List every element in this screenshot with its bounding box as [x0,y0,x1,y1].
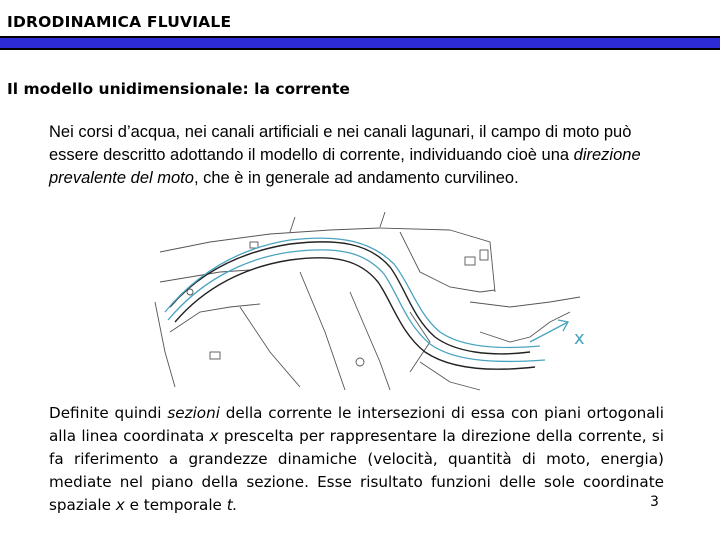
direction-arrow-line [530,322,568,342]
closing-part-4: e temporale [124,496,227,514]
slide-subtitle: Il modello unidimensionale: la corrente [7,80,350,98]
river-map-figure [150,212,600,392]
map-road-line [380,212,385,227]
map-building [250,242,258,248]
map-road-line [470,297,580,307]
page-number: 3 [650,494,659,510]
map-road-line [240,307,300,387]
map-building [210,352,220,359]
map-road-line [420,362,480,390]
map-road-line [170,304,260,332]
map-marker [356,358,364,366]
closing-part-2: della corrente le intersezioni di essa con piani ortogonali alla linea coordinata [49,404,664,445]
map-road-line [160,228,450,252]
intro-text-2: , che è in generale ad andamento curvilineo. [193,169,519,187]
closing-part-3: prescelta per rappresentare la direzione della corrente, si fa riferimento a grandezze dinamiche (velocità, quantità di moto, energia) mediate nel piano della sezione. Esse risultato funzioni delle sole coordinate spaziale [49,427,664,514]
map-building [465,257,475,265]
map-road-line [480,312,570,342]
intro-text-1: Nei corsi d’acqua, nei canali artificiali e nei canali lagunari, il campo di moto può essere descritto adottando il modello di corrente, individuando cioè una [49,123,632,164]
axis-label-x: x [574,328,585,349]
river-centerline [168,250,545,362]
river-bank-left [170,242,530,354]
closing-emph-2: x [209,427,219,445]
river-map-drawing [150,212,600,392]
map-road-line [350,292,390,390]
closing-emph-1: sezioni [167,404,220,422]
closing-paragraph [49,402,664,517]
map-marker [187,289,193,295]
direction-arrow-head [558,320,568,331]
map-building [480,250,488,260]
header-divider [0,36,720,50]
closing-part-1: Definite quindi [49,404,168,422]
map-road-line [450,230,495,292]
map-road-line [290,217,295,232]
map-road-line [300,272,345,390]
river-outer-line [165,238,540,347]
map-road-line [400,232,495,292]
closing-emph-4: t. [226,496,238,514]
intro-emphasis: direzione prevalente del moto [49,146,641,187]
slide-header-title: IDRODINAMICA FLUVIALE [7,13,232,31]
closing-emph-3: x [115,496,125,514]
intro-paragraph [49,121,669,190]
